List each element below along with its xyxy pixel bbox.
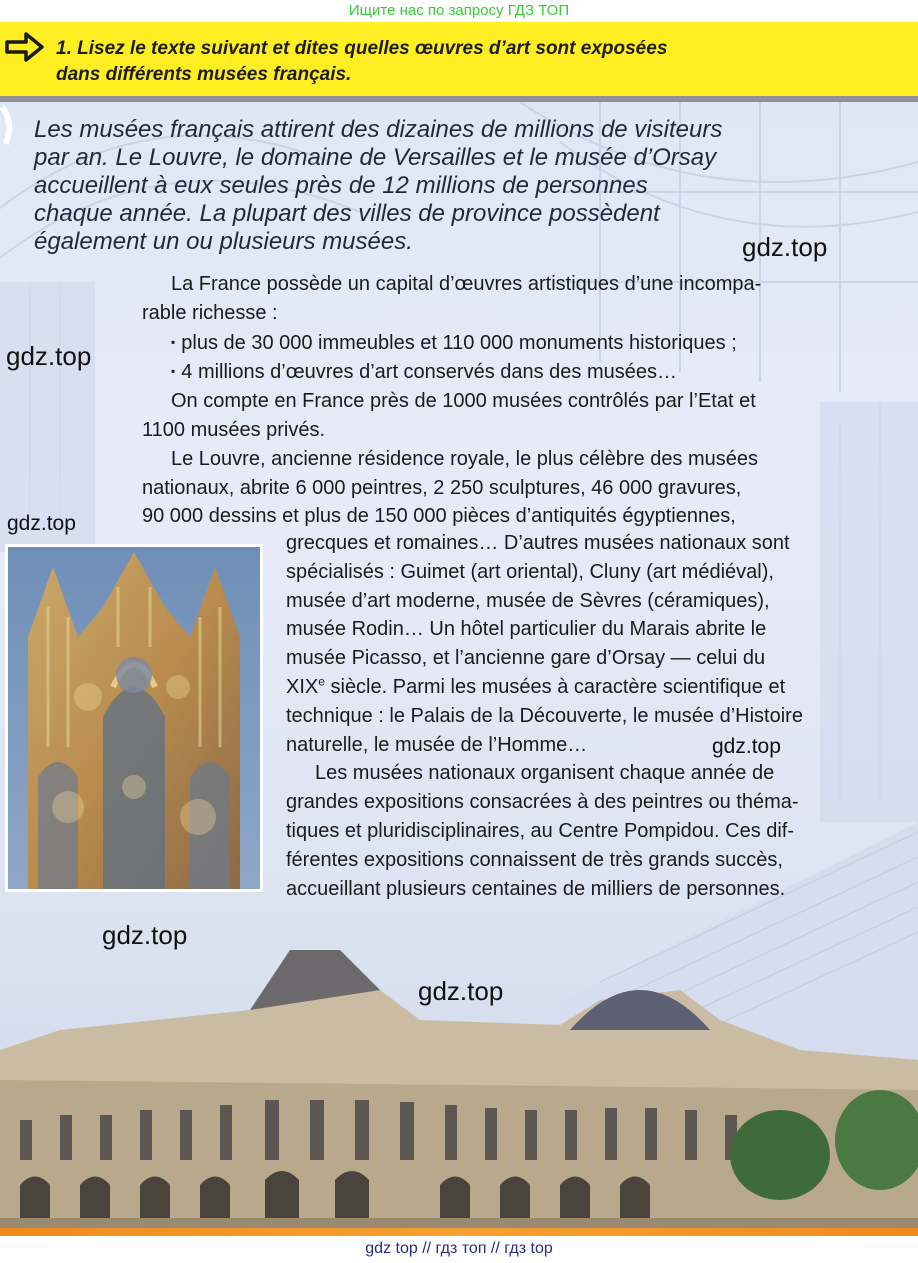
footer-links[interactable]: gdz top // гдз топ // гдз top	[0, 1236, 918, 1263]
task-header	[0, 22, 918, 96]
watermark: gdz.top	[742, 232, 828, 262]
bullet-icon: ▪	[171, 334, 176, 349]
text-line: Le Louvre, ancienne résidence royale, le plus célèbre des musées	[171, 447, 759, 470]
cathedral-painting-image	[8, 547, 260, 889]
text-line: accueillant plusieurs centaines de milliers de personnes.	[286, 877, 786, 900]
century-numeral: XIX	[286, 675, 319, 698]
intro-line: également un ou plusieurs musées.	[34, 228, 413, 255]
text-line: spécialisés : Guimet (art oriental), Cluny (art médiéval),	[286, 560, 774, 583]
task-instruction	[56, 36, 896, 88]
text-line: musée d’art moderne, musée de Sèvres (céramiques),	[286, 589, 770, 612]
text-line: grandes expositions consacrées à des peintres ou théma-	[286, 791, 799, 814]
intro-line: chaque année. La plupart des villes de province possèdent	[34, 200, 660, 227]
task-line-1: 1. Lisez le texte suivant et dites quelles œuvres d’art sont exposées	[56, 38, 668, 59]
text-line: musée Rodin… Un hôtel particulier du Marais abrite le	[286, 618, 767, 641]
body-text-upper	[142, 270, 902, 531]
century-rest: siècle. Parmi les musées à caractère scientifique et	[324, 675, 786, 698]
watermark: gdz.top	[6, 341, 92, 371]
text-line	[286, 673, 911, 702]
text-line: férentes expositions connaissent de très grands succès,	[286, 848, 783, 871]
bullet-text: plus de 30 000 immeubles et 110 000 monuments historiques ;	[181, 331, 737, 354]
top-banner[interactable]: Ищите нас по запросу ГДЗ ТОП	[0, 0, 918, 22]
text-line: nationaux, abrite 6 000 peintres, 2 250 sculptures, 46 000 gravures,	[142, 476, 742, 499]
louvre-palace-photo	[0, 930, 918, 1228]
century-superscript: e	[318, 674, 325, 689]
watermark: gdz.top	[102, 920, 188, 950]
text-line: naturelle, le musée de l’Homme…	[286, 733, 588, 756]
text-line: On compte en France près de 1000 musées contrôlés par l’Etat et	[171, 390, 756, 413]
text-line: 1100 musées privés.	[142, 418, 326, 441]
bullet-item	[142, 328, 902, 358]
intro-line: Les musées français attirent des dizaines de millions de visiteurs	[34, 116, 723, 143]
text-line: rable richesse :	[142, 301, 278, 324]
text-line: 90 000 dessins et plus de 150 000 pièces d’antiquités égyptiennes,	[142, 505, 736, 528]
text-line: tiques et pluridisciplinaires, au Centre Pompidou. Ces dif-	[286, 819, 795, 842]
bullet-item	[142, 357, 902, 387]
watermark: gdz.top	[712, 735, 781, 758]
watermark: gdz.top	[7, 512, 76, 535]
body-text-lower	[286, 529, 911, 903]
text-line: La France possède un capital d’œuvres artistiques d’une incompa-	[171, 273, 762, 295]
text-line: technique : le Palais de la Découverte, le musée d’Histoire	[286, 704, 803, 727]
monet-rouen-cathedral-painting	[5, 544, 263, 892]
watermark: gdz.top	[418, 976, 504, 1006]
intro-line: accueillent à eux seules près de 12 millions de personnes	[34, 172, 648, 199]
bullet-text: 4 millions d’œuvres d’art conservés dans des musées…	[181, 361, 678, 384]
footer-divider	[0, 1228, 918, 1236]
arrow-right-icon	[4, 30, 48, 64]
intro-line: par an. Le Louvre, le domaine de Versailles et le musée d’Orsay	[34, 144, 717, 171]
bullet-icon: ▪	[171, 364, 176, 379]
task-line-2: dans différents musées français.	[56, 64, 352, 85]
text-line: musée Picasso, et l’ancienne gare d’Orsay — celui du	[286, 647, 766, 670]
text-line: Les musées nationaux organisent chaque année de	[315, 762, 775, 785]
text-line: grecques et romaines… D’autres musées nationaux sont	[286, 532, 790, 554]
